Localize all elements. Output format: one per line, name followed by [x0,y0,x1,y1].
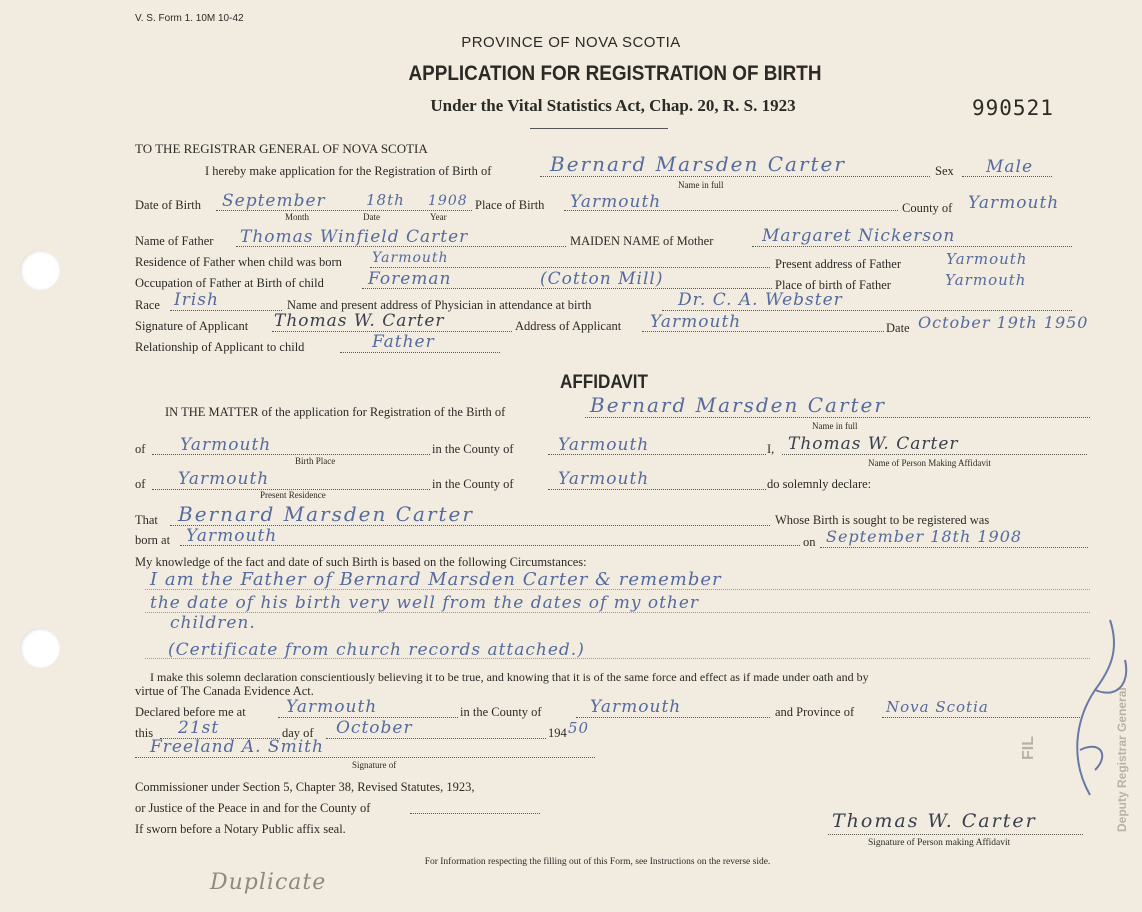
occupation-label: Occupation of Father at Birth of child [135,276,324,290]
form-number: 990521 [972,96,1054,120]
year-suffix: 50 [568,719,590,737]
solemnly-label: do solemnly declare: [767,477,872,491]
present-address-label: Present address of Father [775,257,902,271]
father-label: Name of Father [135,234,214,248]
present-address-value: Yarmouth [946,250,1028,268]
residence-label: Residence of Father when child was born [135,255,342,269]
notary-label: If sworn before a Notary Public affix seal. [135,822,346,836]
form-subtitle: Under the Vital Statistics Act, Chap. 20, R. S. 1923 [430,96,796,115]
matter-label: IN THE MATTER of the application for Registration of the Birth of [165,405,506,419]
father-birthplace-value: Yarmouth [945,271,1027,289]
i-label: I, [767,442,775,456]
sex-label: Sex [935,164,954,178]
aff-county-2: Yarmouth [558,469,650,489]
aff-county-1: Yarmouth [558,435,650,455]
signature-of-caption: Signature of [352,760,397,770]
intro-label: I hereby make application for the Registration of Birth of [205,164,492,178]
punch-hole-top [20,250,60,290]
declared-province: Nova Scotia [886,698,989,716]
relationship-label: Relationship of Applicant to child [135,340,305,354]
declaration-line-1: I make this solemn declaration conscientiously believing it to be true, and knowing that it is of the same force and effect as if made under oath and by [150,670,869,684]
duplicate-note: Duplicate [210,870,327,895]
present-residence-caption: Present Residence [260,490,326,500]
of-label-2: of [135,477,146,491]
mother-value: Margaret Nickerson [762,226,956,246]
justice-label: or Justice of the Peace in and for the County of [135,801,371,815]
stamp-deputy-registrar: Deputy Registrar General [1115,687,1129,832]
title-rule [530,128,668,129]
in-county-label-3: in the County of [460,705,542,719]
in-county-label-1: in the County of [432,442,514,456]
form-code: V. S. Form 1. 10M 10-42 [135,13,244,24]
aff-person: Thomas W. Carter [788,434,959,454]
on-label: on [803,535,816,549]
aff-residence: Yarmouth [178,469,270,489]
year-prefix: 194 [548,726,567,740]
in-county-label-2: in the County of [432,477,514,491]
circ-text-1: I am the Father of Bernard Marsden Carter & remember [150,569,722,590]
circ-text-2: the date of his birth very well from the dates of my other [150,593,700,613]
race-label: Race [135,298,160,312]
race-value: Irish [174,290,219,310]
province-heading: PROVINCE OF NOVA SCOTIA [461,34,681,51]
father-value: Thomas Winfield Carter [240,227,469,247]
occupation-note: (Cotton Mill) [540,269,664,289]
circ-text-3: children. [170,613,256,633]
stamp-fil: FIL [1020,736,1037,760]
province-of-label: and Province of [775,705,855,719]
that-label: That [135,513,158,527]
date-label: Date [886,321,910,335]
born-at-label: born at [135,533,171,547]
aff-name-caption: Name in full [812,421,858,431]
date-caption: Date [363,212,380,222]
physician-value: Dr. C. A. Webster [678,290,843,310]
of-label-1: of [135,442,146,456]
circ-text-4: (Certificate from church records attached.) [168,640,585,660]
mother-label: MAIDEN NAME of Mother [570,234,714,248]
affidavit-title: AFFIDAVIT [559,372,649,393]
this-label: this [135,726,154,740]
margin-initials-mark [1050,580,1140,800]
occupation-value: Foreman [368,269,452,289]
dob-year: 1908 [428,193,468,209]
place-label: Place of Birth [475,198,545,212]
physician-label: Name and present address of Physician in attendance at birth [287,298,592,312]
aff-that-name: Bernard Marsden Carter [178,502,474,526]
date-value: October 19th 1950 [918,313,1089,332]
commissioner-label: Commissioner under Section 5, Chapter 38, Revised Statutes, 1923, [135,780,475,794]
footer-note: For Information respecting the filling out of this Form, see Instructions on the reverse side. [424,857,771,867]
declaration-line-2: virtue of The Canada Evidence Act. [135,684,314,698]
residence-value: Yarmouth [372,250,449,266]
father-birthplace-label: Place of birth of Father [775,278,891,292]
declared-county: Yarmouth [590,697,682,717]
county-label: County of [902,201,953,215]
dob-day: 18th [366,191,405,209]
birthplace-caption: Birth Place [295,456,336,466]
county-value: Yarmouth [968,193,1060,213]
commissioner-signature: Freeland A. Smith [150,737,324,757]
declared-at: Yarmouth [286,697,378,717]
declared-label: Declared before me at [135,705,246,719]
name-caption: Name in full [678,180,724,190]
year-caption: Year [430,212,447,222]
person-caption: Name of Person Making Affidavit [868,458,991,468]
affiant-signature: Thomas W. Carter [832,810,1037,832]
punch-hole-bottom [20,628,60,668]
sex-value: Male [986,157,1034,177]
aff-birthplace: Yarmouth [180,435,272,455]
place-value: Yarmouth [570,192,662,212]
whose-birth-label: Whose Birth is sought to be registered was [775,513,990,527]
dob-month: September [222,191,326,211]
child-name-value: Bernard Marsden Carter [550,152,846,176]
form-title: APPLICATION FOR REGISTRATION OF BIRTH [408,62,822,85]
day-month: October [336,718,413,738]
knowledge-label: My knowledge of the fact and date of such Birth is based on the following Circumstances: [135,555,587,569]
dob-label: Date of Birth [135,198,201,212]
aff-born-at: Yarmouth [186,526,278,546]
signature-value: Thomas W. Carter [274,311,445,331]
aff-child-name: Bernard Marsden Carter [590,393,886,417]
relationship-value: Father [372,332,435,352]
justice-line [410,801,540,814]
address-label: Address of Applicant [515,319,622,333]
month-caption: Month [285,212,310,222]
address-value: Yarmouth [650,312,742,332]
aff-born-on: September 18th 1908 [826,527,1023,546]
day-of-label: day of [282,726,314,740]
signature-label: Signature of Applicant [135,319,249,333]
this-day: 21st [178,718,220,738]
to-registrar: TO THE REGISTRAR GENERAL OF NOVA SCOTIA [135,141,428,156]
affiant-sig-caption: Signature of Person making Affidavit [868,838,1011,848]
